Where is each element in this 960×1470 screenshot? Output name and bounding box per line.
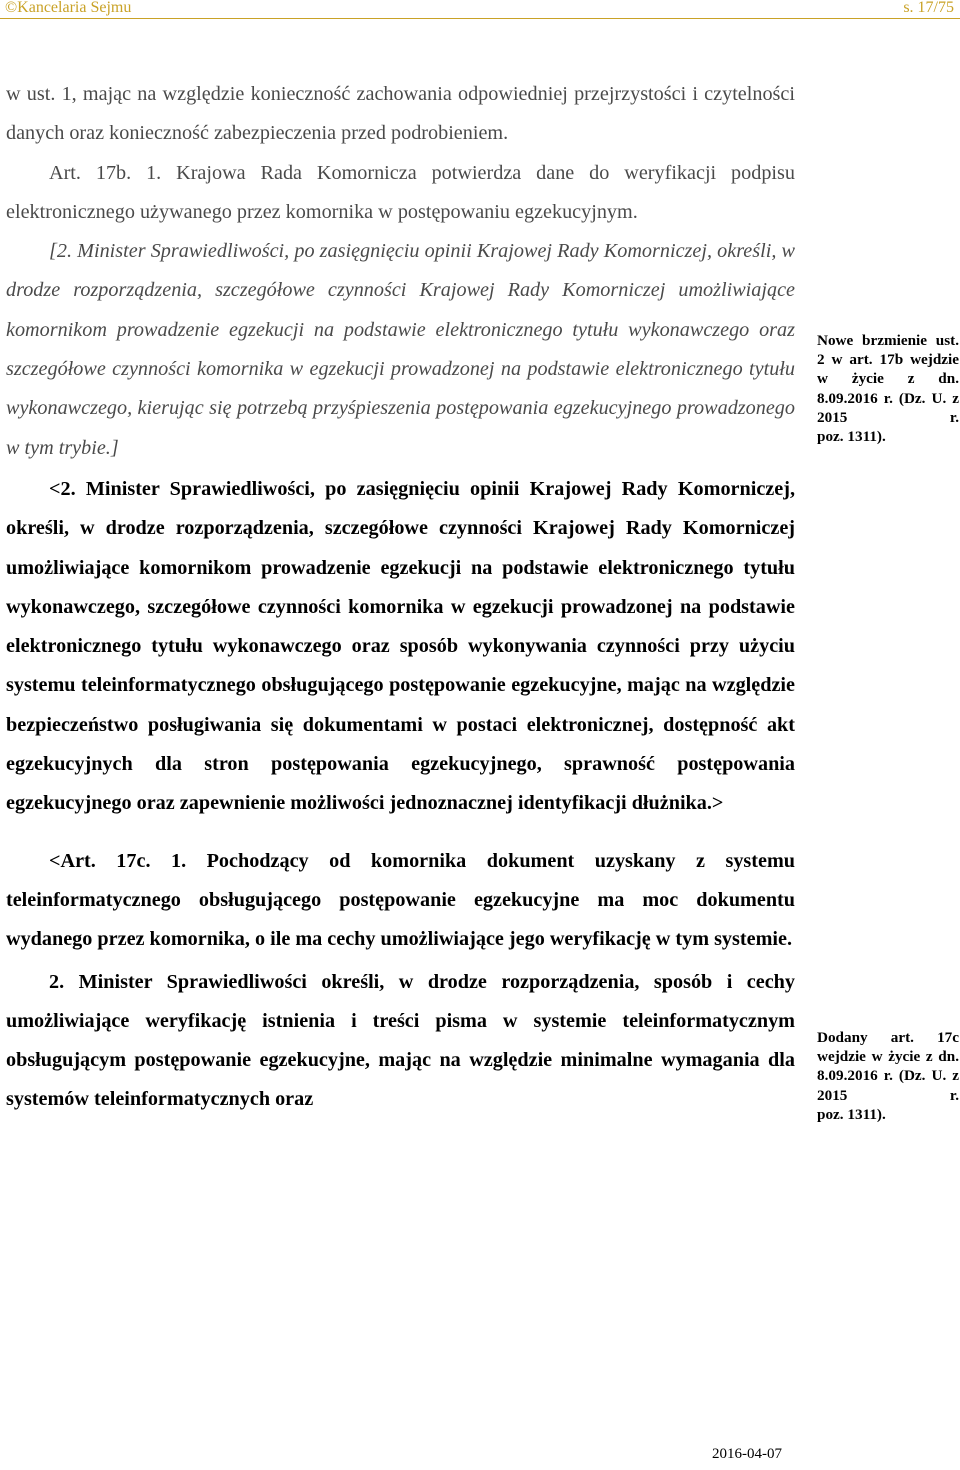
paragraph-art-17c-ust-2: 2. Minister Sprawiedliwości określi, w drodze rozporządzenia, sposób i cechy umożliwiające weryfikację istnienia i treści pisma w systemie teleinformatycznym obsługującym postępowanie egzekucyjne, mając na względzie minimalne wymagania dla systemów teleinformatycznych oraz xyxy=(6,970,795,1111)
page-header xyxy=(0,0,960,19)
paragraph-art-17b-ust-2-old: [2. Minister Sprawiedliwości, po zasięgnięciu opinii Krajowej Rady Komorniczej, określi, w drodze rozporządzenia, szczegółowe czynności Krajowej Rady Komorniczej umożliwiające komornikom prowadzenie egzekucji na podstawie elektronicznego tytułu wykonawczego oraz szczegółowe czynności komornika w egzekucji prowadzonej na podstawie elektronicznego tytułu wykonawczego, kierując się potrzebą przyśpieszenia postępowania egzekucyjnego prowadzonego w tym trybie.] xyxy=(6,240,795,459)
copyright-label: ©Kancelaria Sejmu xyxy=(5,0,132,16)
page-number: s. 17/75 xyxy=(903,0,954,16)
margin-note-text: Nowe brzmienie ust. 2 w art. 17b wejdzie w życie z dn. 8.09.2016 r. (Dz. U. z 2015 r. xyxy=(817,332,959,426)
margin-note-text: Dodany art. 17c wejdzie w życie z dn. 8.09.2016 r. (Dz. U. z 2015 r. xyxy=(817,1029,959,1104)
paragraph-art-17b-ust-1: Art. 17b. 1. Krajowa Rada Komornicza potwierdza dane do weryfikacji podpisu elektronicznego używanego przez komornika w postępowaniu egzekucyjnym. xyxy=(6,161,795,223)
paragraph-continuation: w ust. 1, mając na względzie konieczność zachowania odpowiedniej przejrzystości i czytelności danych oraz konieczność zabezpieczenia przed podrobieniem. xyxy=(6,83,795,145)
margin-note-new-wording xyxy=(817,331,959,446)
margin-note-reference: poz. 1311). xyxy=(817,1105,886,1123)
paragraph-art-17c-ust-1: <Art. 17c. 1. Pochodzący od komornika dokument uzyskany z systemu teleinformatycznego obsługującego postępowanie egzekucyjne ma moc dokumentu wydanego przez komornika, o ile ma cechy umożliwiające jego weryfikację w tym systemie. xyxy=(6,849,795,951)
document-body xyxy=(6,75,795,1120)
margin-note-reference: poz. 1311). xyxy=(817,428,886,446)
paragraph-art-17b-ust-2-new: <2. Minister Sprawiedliwości, po zasięgnięciu opinii Krajowej Rady Komorniczej, określi, w drodze rozporządzenia, szczegółowe czynności Krajowej Rady Komorniczej umożliwiające komornikom prowadzenie egzekucji na podstawie elektronicznego tytułu wykonawczego, szczegółowe czynności komornika w egzekucji prowadzonej na podstawie elektronicznego tytułu wykonawczego oraz sposób wykonywania czynności przy użyciu systemu teleinformatycznego obsługującego postępowanie egzekucyjne, mając na względzie bezpieczeństwo posługiwania się dokumentami w postaci elektronicznej, dostępność akt egzekucyjnych dla stron postępowania egzekucyjnego, sprawność postępowania egzekucyjnego oraz zapewnienie możliwości jednoznacznej identyfikacji dłużnika.> xyxy=(6,477,795,815)
footer-date: 2016-04-07 xyxy=(712,1446,782,1462)
margin-note-added-article xyxy=(817,1028,959,1124)
